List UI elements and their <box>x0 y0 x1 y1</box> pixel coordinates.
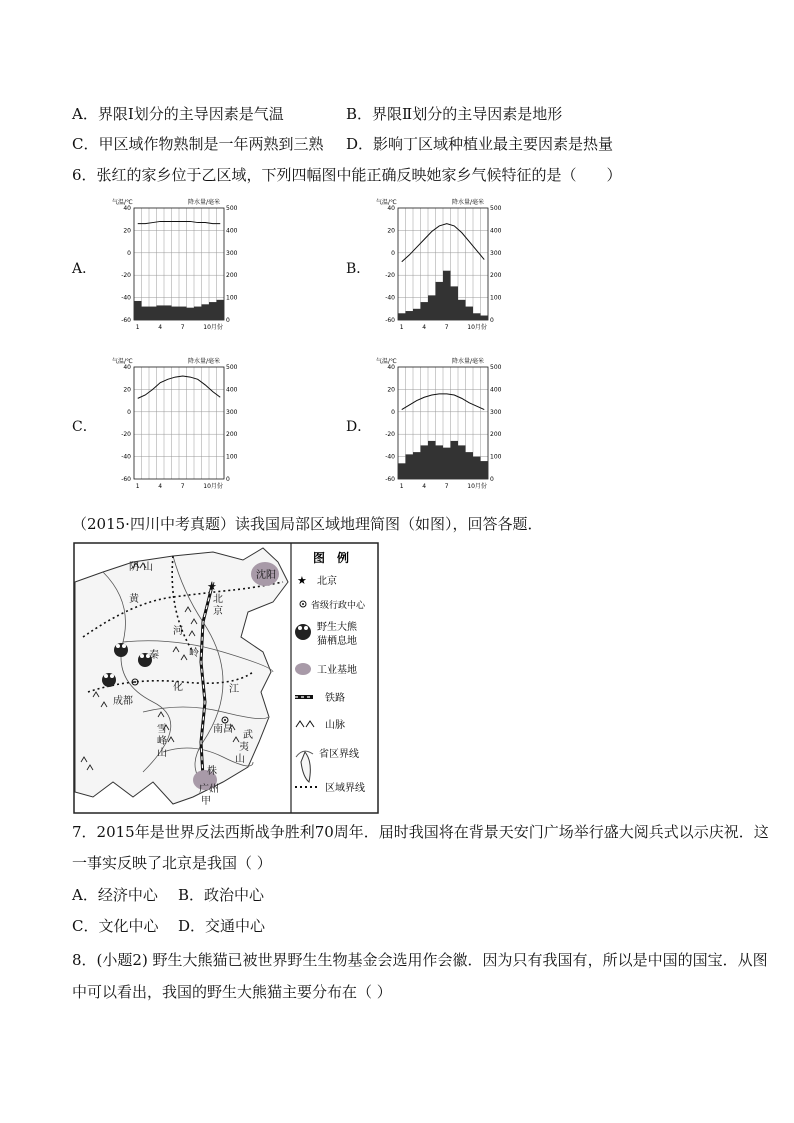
precip-tick-label: 300 <box>226 408 238 416</box>
map-place-label: 山 <box>143 562 153 573</box>
temp-tick-label: -40 <box>121 294 131 302</box>
temp-tick-label: 0 <box>391 249 395 257</box>
temp-tick-label: 20 <box>123 386 131 394</box>
temp-tick-label: -60 <box>385 317 395 324</box>
map-place-label: 北 <box>213 594 223 605</box>
precip-bar <box>157 305 165 320</box>
precip-bar <box>406 454 414 479</box>
legend-industrial: 工业基地 <box>317 665 357 676</box>
q6-label-d: D． <box>346 419 372 435</box>
temp-tick-label: 0 <box>127 249 131 257</box>
temp-tick-label: 20 <box>387 386 395 394</box>
q6-label-a: A． <box>72 261 97 277</box>
q7-option-d: D．交通中心 <box>178 917 266 935</box>
precip-bar <box>164 305 172 320</box>
precip-bar <box>413 452 421 479</box>
q5-option-b: B．界限Ⅱ划分的主导因素是地形 <box>346 105 563 123</box>
legend-mountain: 山脉 <box>325 720 345 731</box>
map-place-label: 黄 <box>129 594 139 605</box>
map-place-label: 雪 <box>157 724 167 735</box>
precip-axis-title: 降水量/毫米 <box>188 358 221 365</box>
map-place-label: 成都 <box>113 696 133 707</box>
temp-axis-title: 气温/℃ <box>376 199 397 206</box>
precip-bar <box>406 311 414 320</box>
legend-province-border: 省区界线 <box>319 749 359 760</box>
month-tick-label: 10月份 <box>467 324 487 331</box>
map-place-label: 河 <box>173 626 183 637</box>
precip-tick-label: 400 <box>226 227 238 235</box>
map-place-label: 南昌 <box>213 724 233 735</box>
precip-bar <box>466 452 474 479</box>
map-place-label: 峰 <box>157 736 167 747</box>
precip-tick-label: 500 <box>226 205 238 212</box>
map-place-label: 京 <box>213 606 223 617</box>
precip-tick-label: 200 <box>226 431 238 439</box>
precip-axis-title: 降水量/毫米 <box>188 199 221 206</box>
legend-panda-line1: 野生大熊 <box>317 622 357 633</box>
precip-bar <box>172 307 180 320</box>
month-tick-label: 1 <box>135 483 140 490</box>
climate-chart-a <box>112 196 242 336</box>
temp-tick-label: 20 <box>123 227 131 235</box>
month-tick-label: 7 <box>444 483 449 490</box>
precip-bar <box>142 307 150 320</box>
precip-bar <box>458 445 466 479</box>
map-place-label: 山 <box>157 748 167 759</box>
precip-bar <box>421 302 429 320</box>
month-tick-label: 4 <box>158 324 163 331</box>
temp-tick-label: -20 <box>121 431 131 439</box>
precip-bar <box>202 304 210 320</box>
svg-text:★: ★ <box>297 574 307 587</box>
precip-bar <box>451 286 459 320</box>
temp-axis-title: 气温/℃ <box>112 358 133 365</box>
temp-tick-label: -60 <box>121 317 131 324</box>
precip-bar <box>436 282 444 320</box>
temp-tick-label: 40 <box>123 364 131 371</box>
q6-stem: 6．张红的家乡位于乙区域，下列四幅图中能正确反映她家乡气候特征的是（ ） <box>72 166 622 184</box>
precip-tick-label: 100 <box>226 453 238 461</box>
legend-title: 图 例 <box>313 551 350 565</box>
temp-tick-label: 0 <box>391 408 395 416</box>
map-place-label: 株 <box>207 766 217 777</box>
month-tick-label: 1 <box>399 483 404 490</box>
month-tick-label: 1 <box>135 324 140 331</box>
map-place-label: 夷 <box>239 742 249 753</box>
climate-chart-c <box>112 355 242 495</box>
month-tick-label: 10月份 <box>203 324 223 331</box>
temp-tick-label: -60 <box>121 476 131 483</box>
precip-tick-label: 500 <box>490 205 502 212</box>
precip-tick-label: 200 <box>226 272 238 280</box>
climate-chart-d <box>376 355 506 495</box>
temp-tick-label: 40 <box>387 364 395 371</box>
map-place-label: 岭 <box>189 648 199 659</box>
precip-bar <box>413 309 421 320</box>
precip-bar <box>443 271 451 320</box>
map-place-label: 广州 <box>199 784 219 795</box>
legend-panda-line2: 猫栖息地 <box>317 636 357 647</box>
q8-stem-line2: 中可以看出，我国的野生大熊猫主要分布在（ ） <box>72 983 392 1001</box>
precip-tick-label: 100 <box>226 294 238 302</box>
precip-bar <box>134 301 142 320</box>
temp-tick-label: -20 <box>385 272 395 280</box>
q5-option-d: D．影响丁区域种植业最主要因素是热量 <box>346 135 614 153</box>
temp-tick-label: 0 <box>127 408 131 416</box>
month-tick-label: 4 <box>158 483 163 490</box>
temp-tick-label: 40 <box>387 205 395 212</box>
legend-beijing: 北京 <box>317 576 337 587</box>
temp-tick-label: 20 <box>387 227 395 235</box>
legend-railway: 铁路 <box>325 693 345 704</box>
map-place-label: 山 <box>235 754 245 765</box>
precip-bar <box>436 445 444 479</box>
precip-bar <box>466 307 474 320</box>
precip-tick-label: 300 <box>490 249 502 257</box>
precip-axis-title: 降水量/毫米 <box>452 199 485 206</box>
precip-bar <box>481 316 489 320</box>
month-tick-label: 10月份 <box>203 483 223 490</box>
temp-tick-label: -40 <box>385 453 395 461</box>
q8-stem-line1: 8．(小题2) 野生大熊猫已被世界野生生物基金会选用作会徽．因为只有我国有，所以是中国的国宝．从图 <box>72 951 768 969</box>
q5-option-c: C．甲区域作物熟制是一年两熟到三熟 <box>72 135 324 153</box>
precip-bar <box>473 457 481 479</box>
temp-axis-title: 气温/℃ <box>376 358 397 365</box>
temp-tick-label: -40 <box>121 453 131 461</box>
q5-option-a: A．界限Ⅰ划分的主导因素是气温 <box>72 105 284 123</box>
legend-provincial-centre: 省级行政中心 <box>311 601 366 611</box>
temp-tick-label: 40 <box>123 205 131 212</box>
legend-region-border: 区域界线 <box>325 783 365 794</box>
month-tick-label: 7 <box>180 324 185 331</box>
month-tick-label: 1 <box>399 324 404 331</box>
precip-tick-label: 0 <box>226 317 230 324</box>
precip-tick-label: 200 <box>490 431 502 439</box>
temp-tick-label: -20 <box>121 272 131 280</box>
precip-bar <box>421 445 429 479</box>
precip-bar <box>149 307 157 320</box>
precip-bar <box>473 313 481 320</box>
temp-tick-label: -40 <box>385 294 395 302</box>
map-place-label: 化 <box>173 682 183 693</box>
map-place-label: 江 <box>229 684 239 695</box>
precip-bar <box>458 300 466 320</box>
q7-stem-line2: 一事实反映了北京是我国（ ） <box>72 854 272 872</box>
month-tick-label: 4 <box>422 324 427 331</box>
precip-tick-label: 0 <box>490 476 494 483</box>
precip-bar <box>428 441 436 479</box>
temp-tick-label: -60 <box>385 476 395 483</box>
precip-bar <box>217 300 225 320</box>
q7-option-a: A．经济中心 <box>72 886 158 904</box>
precip-bar <box>209 302 217 320</box>
temp-tick-label: -20 <box>385 431 395 439</box>
q6-label-b: B． <box>346 261 371 277</box>
temp-axis-title: 气温/℃ <box>112 199 133 206</box>
precip-tick-label: 500 <box>226 364 238 371</box>
map-place-label: 武 <box>243 730 253 741</box>
precip-tick-label: 100 <box>490 294 502 302</box>
q7-option-b: B．政治中心 <box>178 886 265 904</box>
q7-stem-line1: 7．2015年是世界反法西斯战争胜利70周年．届时我国将在背景天安门广场举行盛大阅兵式以示庆祝．这 <box>72 823 769 841</box>
q7-option-c: C．文化中心 <box>72 917 159 935</box>
month-tick-label: 4 <box>422 483 427 490</box>
svg-text:★: ★ <box>207 580 217 593</box>
precip-tick-label: 300 <box>226 249 238 257</box>
precip-tick-label: 400 <box>490 227 502 235</box>
region-map <box>73 542 379 814</box>
precip-tick-label: 0 <box>490 317 494 324</box>
precip-bar <box>398 313 406 320</box>
month-tick-label: 7 <box>180 483 185 490</box>
map-context: （2015·四川中考真题）读我国局部区域地理简图（如图），回答各题． <box>72 515 543 533</box>
precip-bar <box>451 441 459 479</box>
q6-label-c: C． <box>72 419 97 435</box>
precip-tick-label: 500 <box>490 364 502 371</box>
month-tick-label: 7 <box>444 324 449 331</box>
precip-bar <box>428 295 436 320</box>
precip-bar <box>481 461 489 479</box>
precip-bar <box>187 308 195 320</box>
precip-tick-label: 0 <box>226 476 230 483</box>
month-tick-label: 10月份 <box>467 483 487 490</box>
precip-bar <box>398 463 406 479</box>
map-place-label: 阴 <box>129 562 139 573</box>
climate-chart-b <box>376 196 506 336</box>
precip-bar <box>443 448 451 479</box>
precip-tick-label: 400 <box>490 386 502 394</box>
precip-tick-label: 300 <box>490 408 502 416</box>
precip-tick-label: 200 <box>490 272 502 280</box>
precip-bar <box>194 307 202 320</box>
map-place-label: 秦 <box>149 650 159 661</box>
precip-tick-label: 100 <box>490 453 502 461</box>
precip-bar <box>179 307 187 320</box>
precip-axis-title: 降水量/毫米 <box>452 358 485 365</box>
precip-tick-label: 400 <box>226 386 238 394</box>
map-place-label: 甲 <box>201 796 211 807</box>
map-place-label: 沈阳 <box>256 570 276 581</box>
